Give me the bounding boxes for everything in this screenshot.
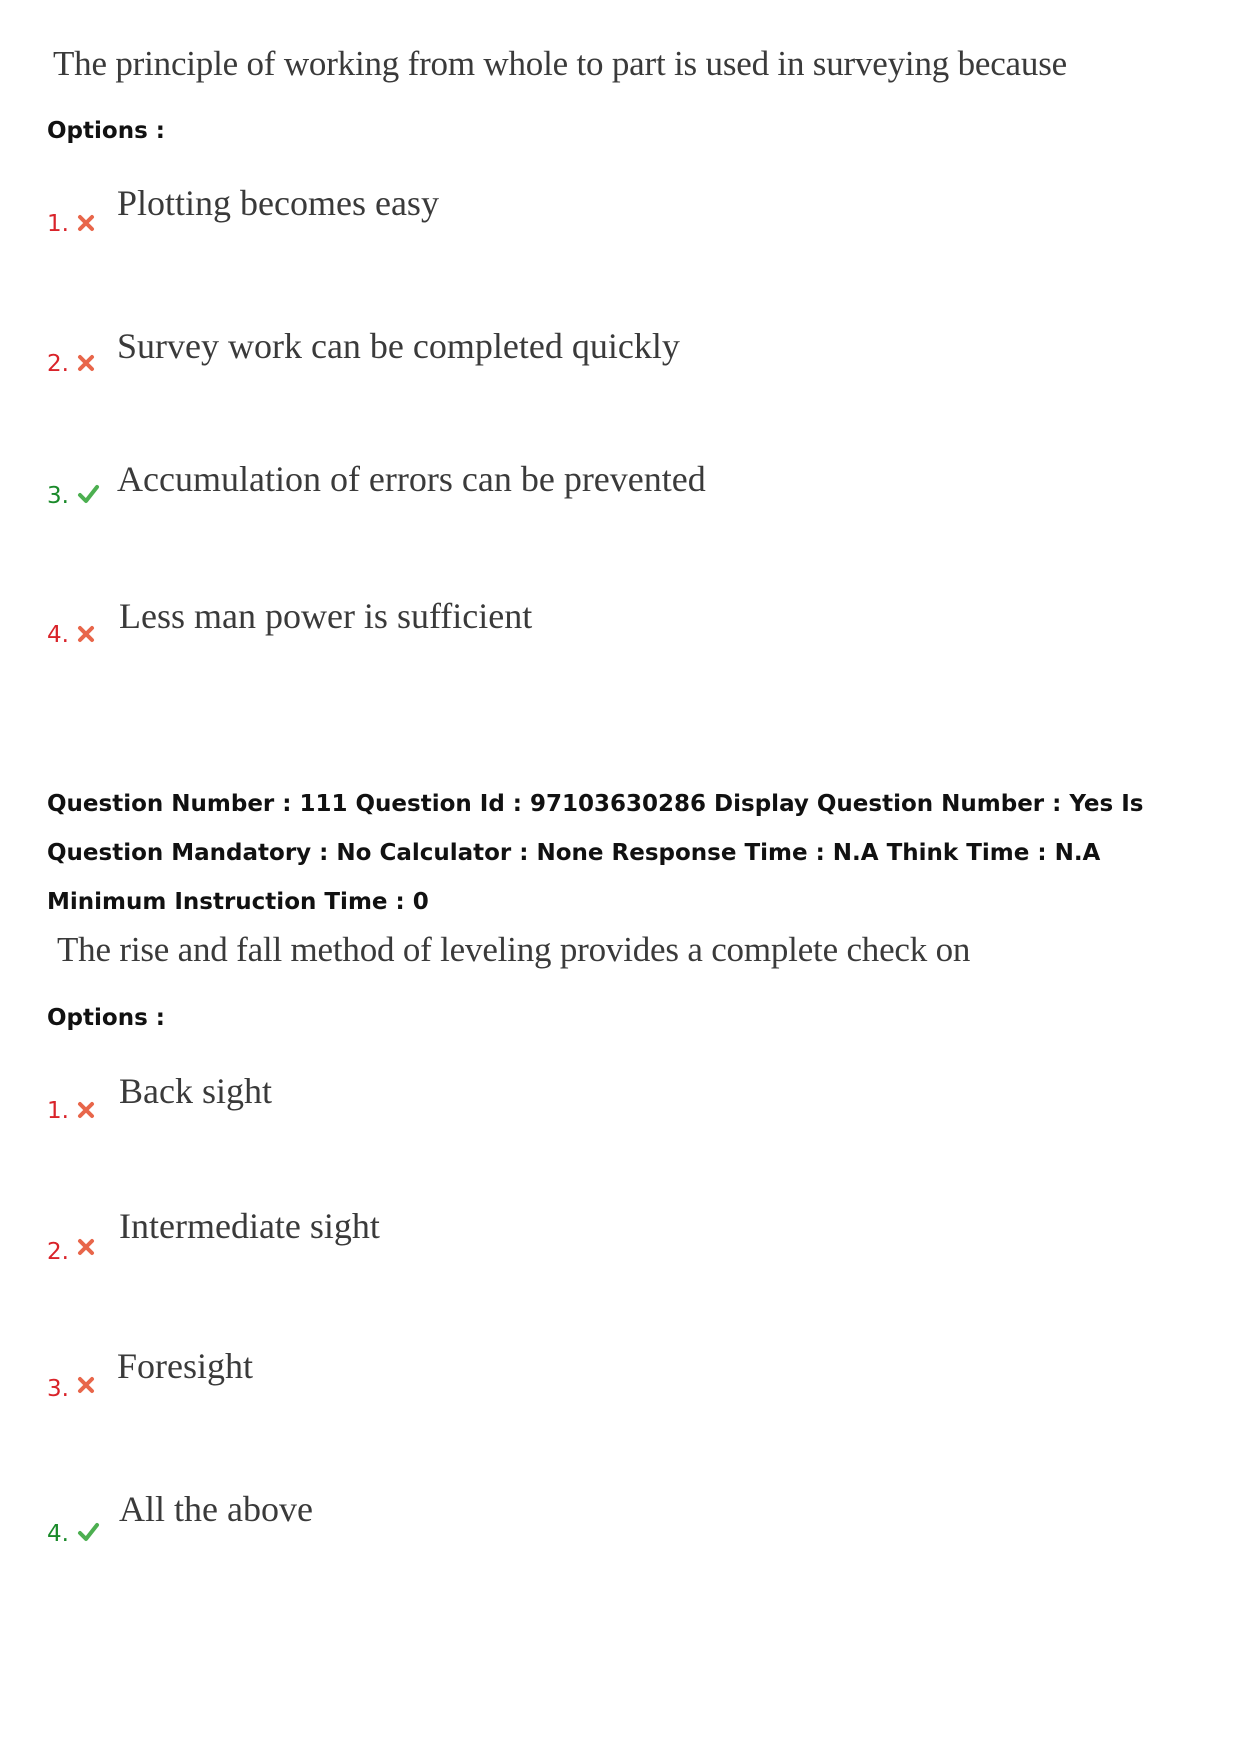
option-text: Intermediate sight: [119, 1206, 380, 1246]
question-text: The principle of working from whole to part is used in surveying because: [53, 44, 1067, 83]
options-label: Options :: [47, 1005, 165, 1031]
option-text: Plotting becomes easy: [117, 183, 439, 223]
options-label: Options :: [47, 118, 165, 144]
cross-icon: [75, 1099, 97, 1121]
question-meta: Question Number : 111 Question Id : 97103630286 Display Question Number : Yes Is Question Mandatory : No Calculator : None Response Time : N.A Think Time : N.A Minimum Instruction Time : 0: [47, 791, 1144, 915]
option-text: All the above: [119, 1489, 313, 1529]
option-number: 2.: [47, 351, 69, 377]
cross-icon: [75, 1236, 97, 1258]
cross-icon: [75, 352, 97, 374]
option-text: Less man power is sufficient: [119, 596, 533, 636]
option-number: 4.: [47, 622, 69, 648]
option-number: 3.: [47, 483, 69, 509]
option-number: 2.: [47, 1239, 69, 1265]
option-number: 3.: [47, 1376, 69, 1402]
cross-icon: [75, 212, 97, 234]
cross-icon: [75, 623, 97, 645]
option-number: 1.: [47, 211, 69, 237]
option-text: Back sight: [119, 1071, 272, 1111]
cross-icon: [75, 1374, 97, 1396]
option-number: 4.: [47, 1521, 69, 1547]
option-text: Accumulation of errors can be prevented: [117, 459, 706, 499]
question-text: The rise and fall method of leveling provides a complete check on: [57, 930, 971, 969]
check-icon: [75, 1521, 101, 1543]
check-icon: [75, 483, 101, 505]
option-number: 1.: [47, 1098, 69, 1124]
option-text: Survey work can be completed quickly: [117, 326, 680, 366]
option-text: Foresight: [117, 1346, 254, 1386]
